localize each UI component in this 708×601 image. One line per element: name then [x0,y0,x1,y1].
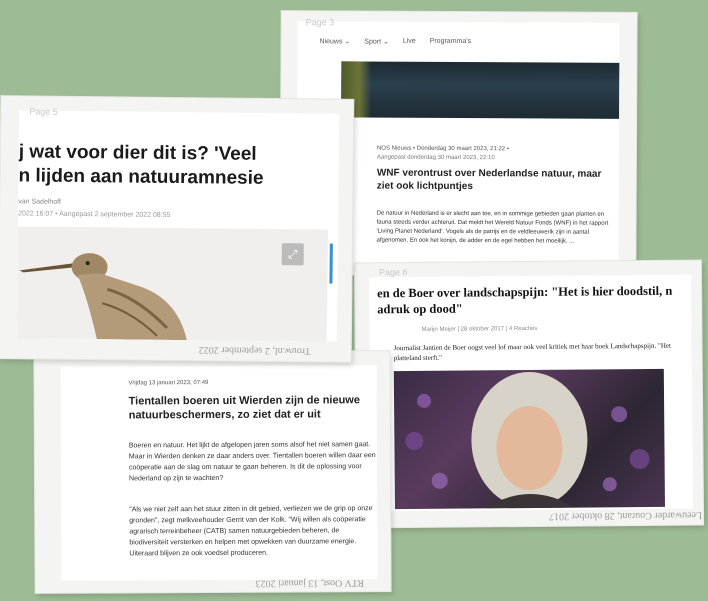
farm-article-page [60,365,377,581]
page-label: Page 6 [378,267,408,278]
bird-article-page [17,110,339,341]
portrait-illustration [394,369,665,509]
boer-headline-line1: en de Boer over landschapspijn: "Het is hier doodstil, n [377,283,673,301]
boer-lead: Journalist Jantien de Boer oogst veel lof maar ook veel kritiek met haar boek Landschapspijn. "Het platteland sterft." [393,341,671,363]
farm-paragraph-1: Boeren en natuur. Het lijkt de afgelopen jaren soms alsof het niet samen gaat. Maar in Wierden denken ze daar anders over. Tientallen boeren willen daar een coöperatie aan de slag om natuur te gaan beheren. Is dit de oplossing voor Nederland op zijn te wachten? [128,441,376,483]
bird-headline-line1: j wat voor dier dit is? 'Veel [18,141,257,165]
expand-icon[interactable]: ⤢ [282,243,304,265]
boer-headline-line2: adruk op dood" [377,301,463,317]
nav-item-nieuws[interactable]: Nieuws ⌄ [319,38,351,46]
nos-updated: Aangepast donderdag 30 maart 2023, 22:10 [376,154,495,162]
portrait-photo [394,369,665,509]
bird-headline-line2: n lijden aan natuuramnesie [18,165,264,189]
lake-photo [341,61,619,118]
farm-paragraph-2: "Als we niet zelf aan het stuur zitten in dit gebied, verliezen we de grip op onze gronden", zegt melkveehouder Gerrit van der Kolk. "Wij willen als coöperatie agrarisch terreinbeheer (CATB) samen natuurgebieden beheren, de biodiversiteit versterken en helpen met opwekken van duurzame energie. Uiteraard blijven ze ook voedsel produceren. [129,505,373,558]
bird-headline [18,140,338,191]
blue-sidebar-edge [329,244,332,284]
farm-headline: Tientallen boeren uit Wierden zijn de nieuwe natuurbeschermers, zo ziet dat er uit [128,394,361,422]
source-footer: Leeuwarder Courant, 28 oktober 2017 [549,509,703,522]
bird-article-clipping [0,96,353,362]
bird-meta: 2022 16:07 • Aangepast 2 september 2022 08:55 [18,210,171,219]
boer-article-clipping [355,260,703,527]
page-label: Page 5 [29,106,58,117]
nav-item-sport[interactable]: Sport ⌄ [364,38,389,46]
source-footer: Trouw.nl, 2 september 2022 [198,344,311,357]
farm-article-clipping [34,351,390,593]
page-label: Page 3 [305,17,335,28]
nos-body-text: De natuur in Nederland is er slecht aan toe, en in sommige gebieden gaan planten en fauna steeds verder achteruit. Dat meldt het Wereld Natuur Fonds (WNF) in het rapport 'Living Planet Nederland'. Vogels als de patrijs en de veldleeuwerik zijn in aantal afgenomen. En ook het konijn, de adder en de egel hebben het moeilijk. ... [376,210,609,245]
boer-meta: Marijn Meijer | 28 oktober 2017 | 4 Reacties [421,325,538,333]
nav-item-programmas[interactable]: Programma's [429,37,472,46]
nav-item-live[interactable]: Live [402,37,416,45]
boer-article-page [369,275,693,512]
nos-meta: NOS Nieuws • Donderdag 30 maart 2023, 21:22 • [376,145,509,153]
nos-nav [320,37,472,46]
farm-date: Vrijdag 13 januari 2023, 07:49 [128,380,209,387]
bird-illustration [17,226,198,340]
boer-headline [377,282,693,317]
source-footer: RTV Oost, 13 januari 2023 [255,577,364,589]
nos-headline: WNF verontrust over Nederlandse natuur, maar ziet ook lichtpuntjes [376,167,602,193]
bird-author: van Sadelhoff [18,198,61,206]
